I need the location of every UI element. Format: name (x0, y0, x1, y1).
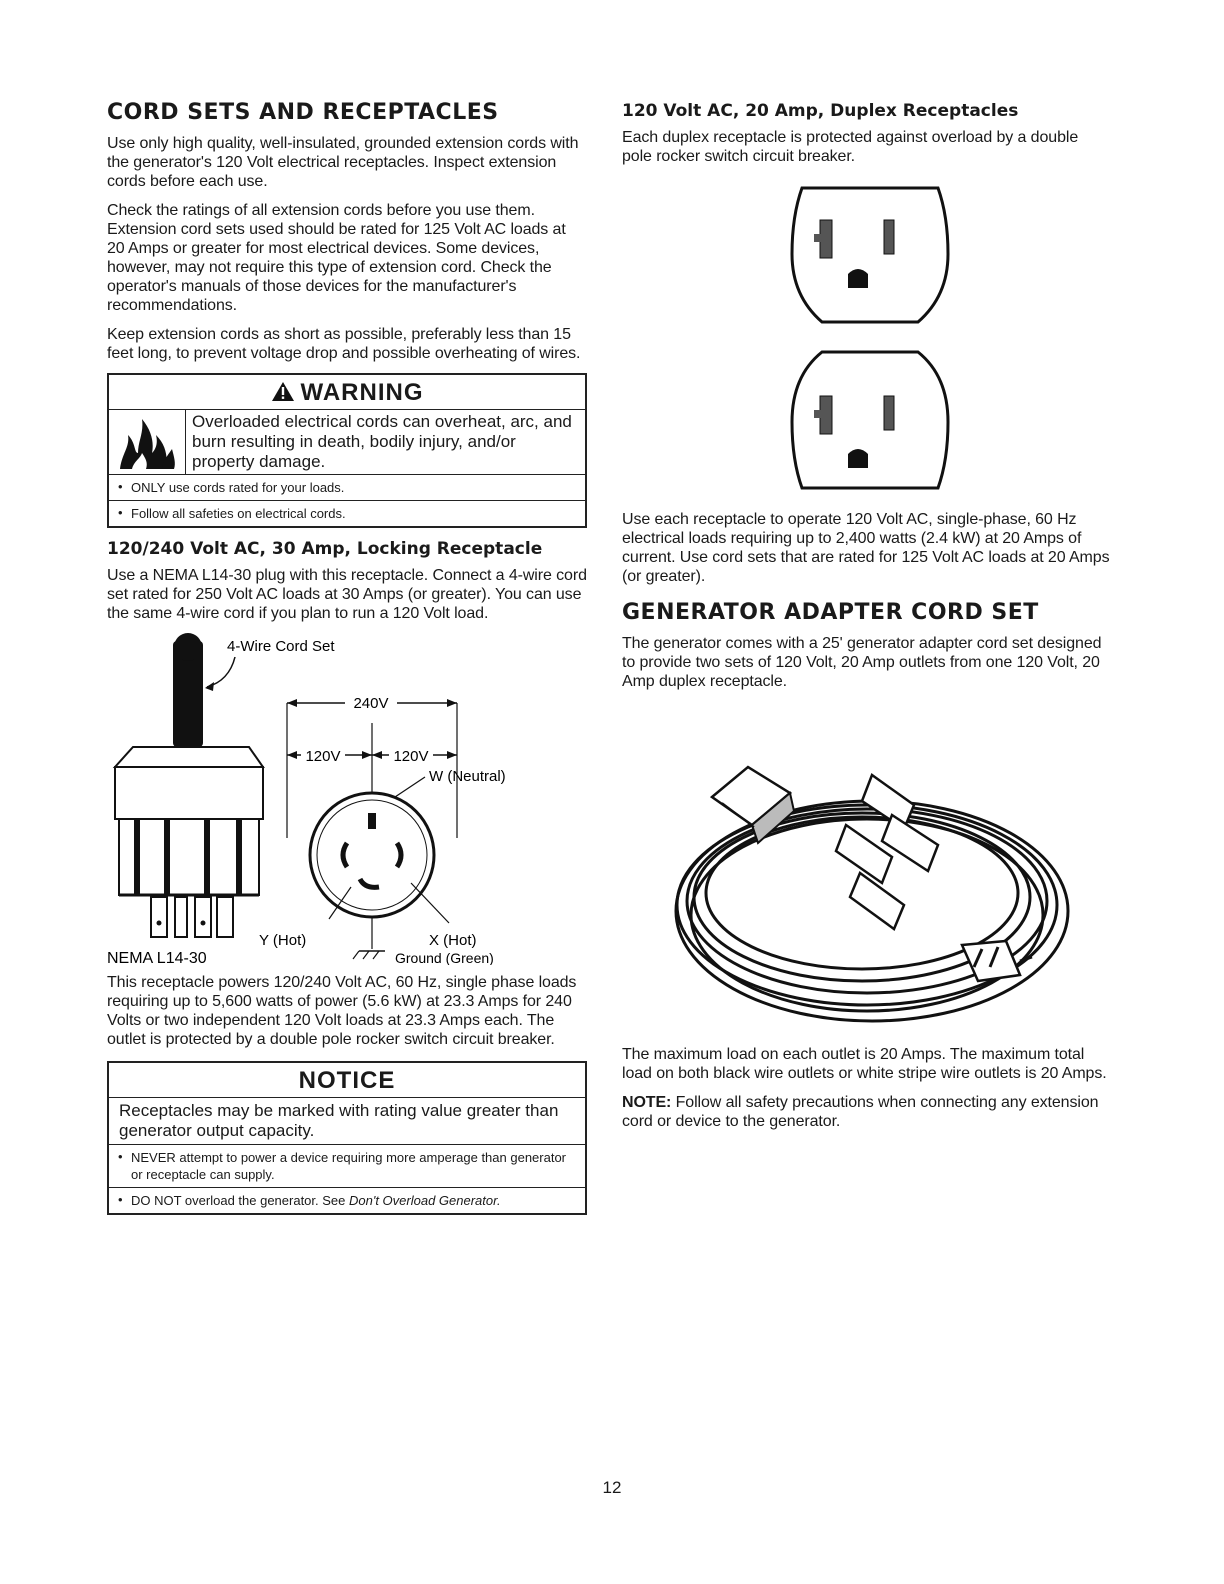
prong-4 (217, 897, 233, 937)
duplex-paragraph-1: Each duplex receptacle is protected against overload by a double pole rocker switch circuit breaker. (622, 129, 1079, 165)
warning-bullet-1: • ONLY use cords rated for your loads. (109, 475, 585, 500)
warning-title-row (109, 375, 585, 410)
fire-hazard-icon (109, 410, 186, 474)
plug-body-upper (115, 767, 263, 819)
duplex-heading: 120 Volt AC, 20 Amp, Duplex Receptacles (622, 101, 1019, 121)
locking-receptacle-figure (107, 633, 587, 965)
warning-bullet-2: • Follow all safeties on electrical cords. (109, 500, 585, 526)
adapter-heading: GENERATOR ADAPTER CORD SET (622, 600, 1039, 625)
voltage-120v-left: 120V (305, 748, 341, 765)
cord-sets-paragraph-1: Use only high quality, well-insulated, grounded extension cords with the generator's 120 Volt electrical receptacles. Inspect extension cords before each use. (107, 135, 579, 190)
neutral-slot (368, 813, 376, 829)
voltage-120v-right: 120V (393, 748, 429, 765)
warning-title: WARNING (300, 379, 424, 406)
prong-3 (195, 897, 211, 937)
adapter-cord-figure (622, 705, 1112, 1035)
locking-receptacle-heading: 120/240 Volt AC, 30 Amp, Locking Receptacle (107, 539, 543, 559)
y-hot-label: Y (Hot) (259, 932, 307, 949)
cord-sets-heading: CORD SETS AND RECEPTACLES (107, 100, 499, 125)
prong-1 (151, 897, 167, 937)
plug-top (115, 747, 263, 767)
locking-receptacle-paragraph-2: This receptacle powers 120/240 Volt AC, 60 Hz, single phase loads requiring up to 5,600 watts of power (5.6 kW) at 23.3 Amps for 240 Volts or two independent 120 Volt loads at 23.3 Amps each. The outlet is protected by a double pole rocker switch circuit breaker. (107, 974, 577, 1048)
warning-triangle-icon (271, 381, 295, 402)
warning-text: Overloaded electrical cords can overheat, arc, and burn resulting in death, bodily injury, and/or property damage. (192, 412, 572, 471)
notice-bullet-1: • NEVER attempt to power a device requiring more amperage than generator or receptacle can supply. (109, 1145, 585, 1187)
adapter-outlet-heads (836, 775, 938, 929)
x-hot-label: X (Hot) (429, 932, 477, 949)
left-column (107, 100, 587, 1225)
note-label: NOTE: (622, 1094, 672, 1111)
notice-box (107, 1061, 587, 1215)
warning-box (107, 373, 587, 528)
adapter-paragraph-2: The maximum load on each outlet is 20 Amps. The maximum total load on both black wire outlets or white stripe wire outlets is 20 Amps. (622, 1046, 1107, 1082)
voltage-240v: 240V (353, 695, 389, 712)
right-column (622, 100, 1112, 1141)
neutral-label: W (Neutral) (429, 768, 506, 785)
notice-text: Receptacles may be marked with rating value greater than generator output capacity. (109, 1098, 585, 1145)
duplex-paragraph-2: Use each receptacle to operate 120 Volt AC, single-phase, 60 Hz electrical loads requiring up to 2,400 watts (2.4 kW) at 20 Amps of current. Use cord sets that are rated for 125 Volt AC loads at 20 Amps (or greater). (622, 511, 1110, 585)
ground-label: Ground (Green) (395, 950, 494, 965)
adapter-note (622, 1093, 1112, 1131)
duplex-outlet-bottom (792, 352, 948, 488)
l14-30-diagram (107, 633, 587, 965)
duplex-outlet-top (792, 188, 948, 322)
nema-label: NEMA L14-30 (107, 950, 207, 965)
cord-label: 4-Wire Cord Set (227, 638, 335, 655)
warning-main (109, 410, 585, 475)
cord-sets-paragraph-2: Check the ratings of all extension cords before you use them. Extension cord sets used should be rated for 125 Volt AC loads at 20 Amps or greater for most electrical devices. Some devices, however, may not require this type of extension cord. Check the operator's manuals of those devices for the manufacturer's recommendations. (107, 202, 566, 314)
note-text: Follow all safety precautions when connecting any extension cord or device to the generator. (622, 1094, 1099, 1130)
adapter-paragraph-1: The generator comes with a 25' generator adapter cord set designed to provide two sets of 120 Volt, 20 Amp outlets from one 120 Volt, 20 Amp duplex receptacle. (622, 635, 1102, 690)
cord-sets-paragraph-3: Keep extension cords as short as possible, preferably less than 15 feet long, to prevent voltage drop and possible overheating of wires. (107, 326, 581, 362)
page-number: 12 (602, 1478, 622, 1497)
locking-receptacle-paragraph-1: Use a NEMA L14-30 plug with this receptacle. Connect a 4-wire cord set rated for 250 Volt AC loads at 30 Amps (or greater). You can use the same 4-wire cord if you plan to run a 120 Volt load. (107, 567, 587, 622)
prong-2 (175, 897, 187, 937)
notice-bullet-2 (109, 1187, 585, 1213)
overload-reference: Don't Overload Generator. (349, 1193, 501, 1208)
notice-bullet-2-text: DO NOT overload the generator. See (131, 1193, 349, 1208)
receptacle-face (310, 793, 434, 917)
duplex-receptacle-figure (622, 176, 1112, 506)
notice-title: NOTICE (109, 1063, 585, 1098)
